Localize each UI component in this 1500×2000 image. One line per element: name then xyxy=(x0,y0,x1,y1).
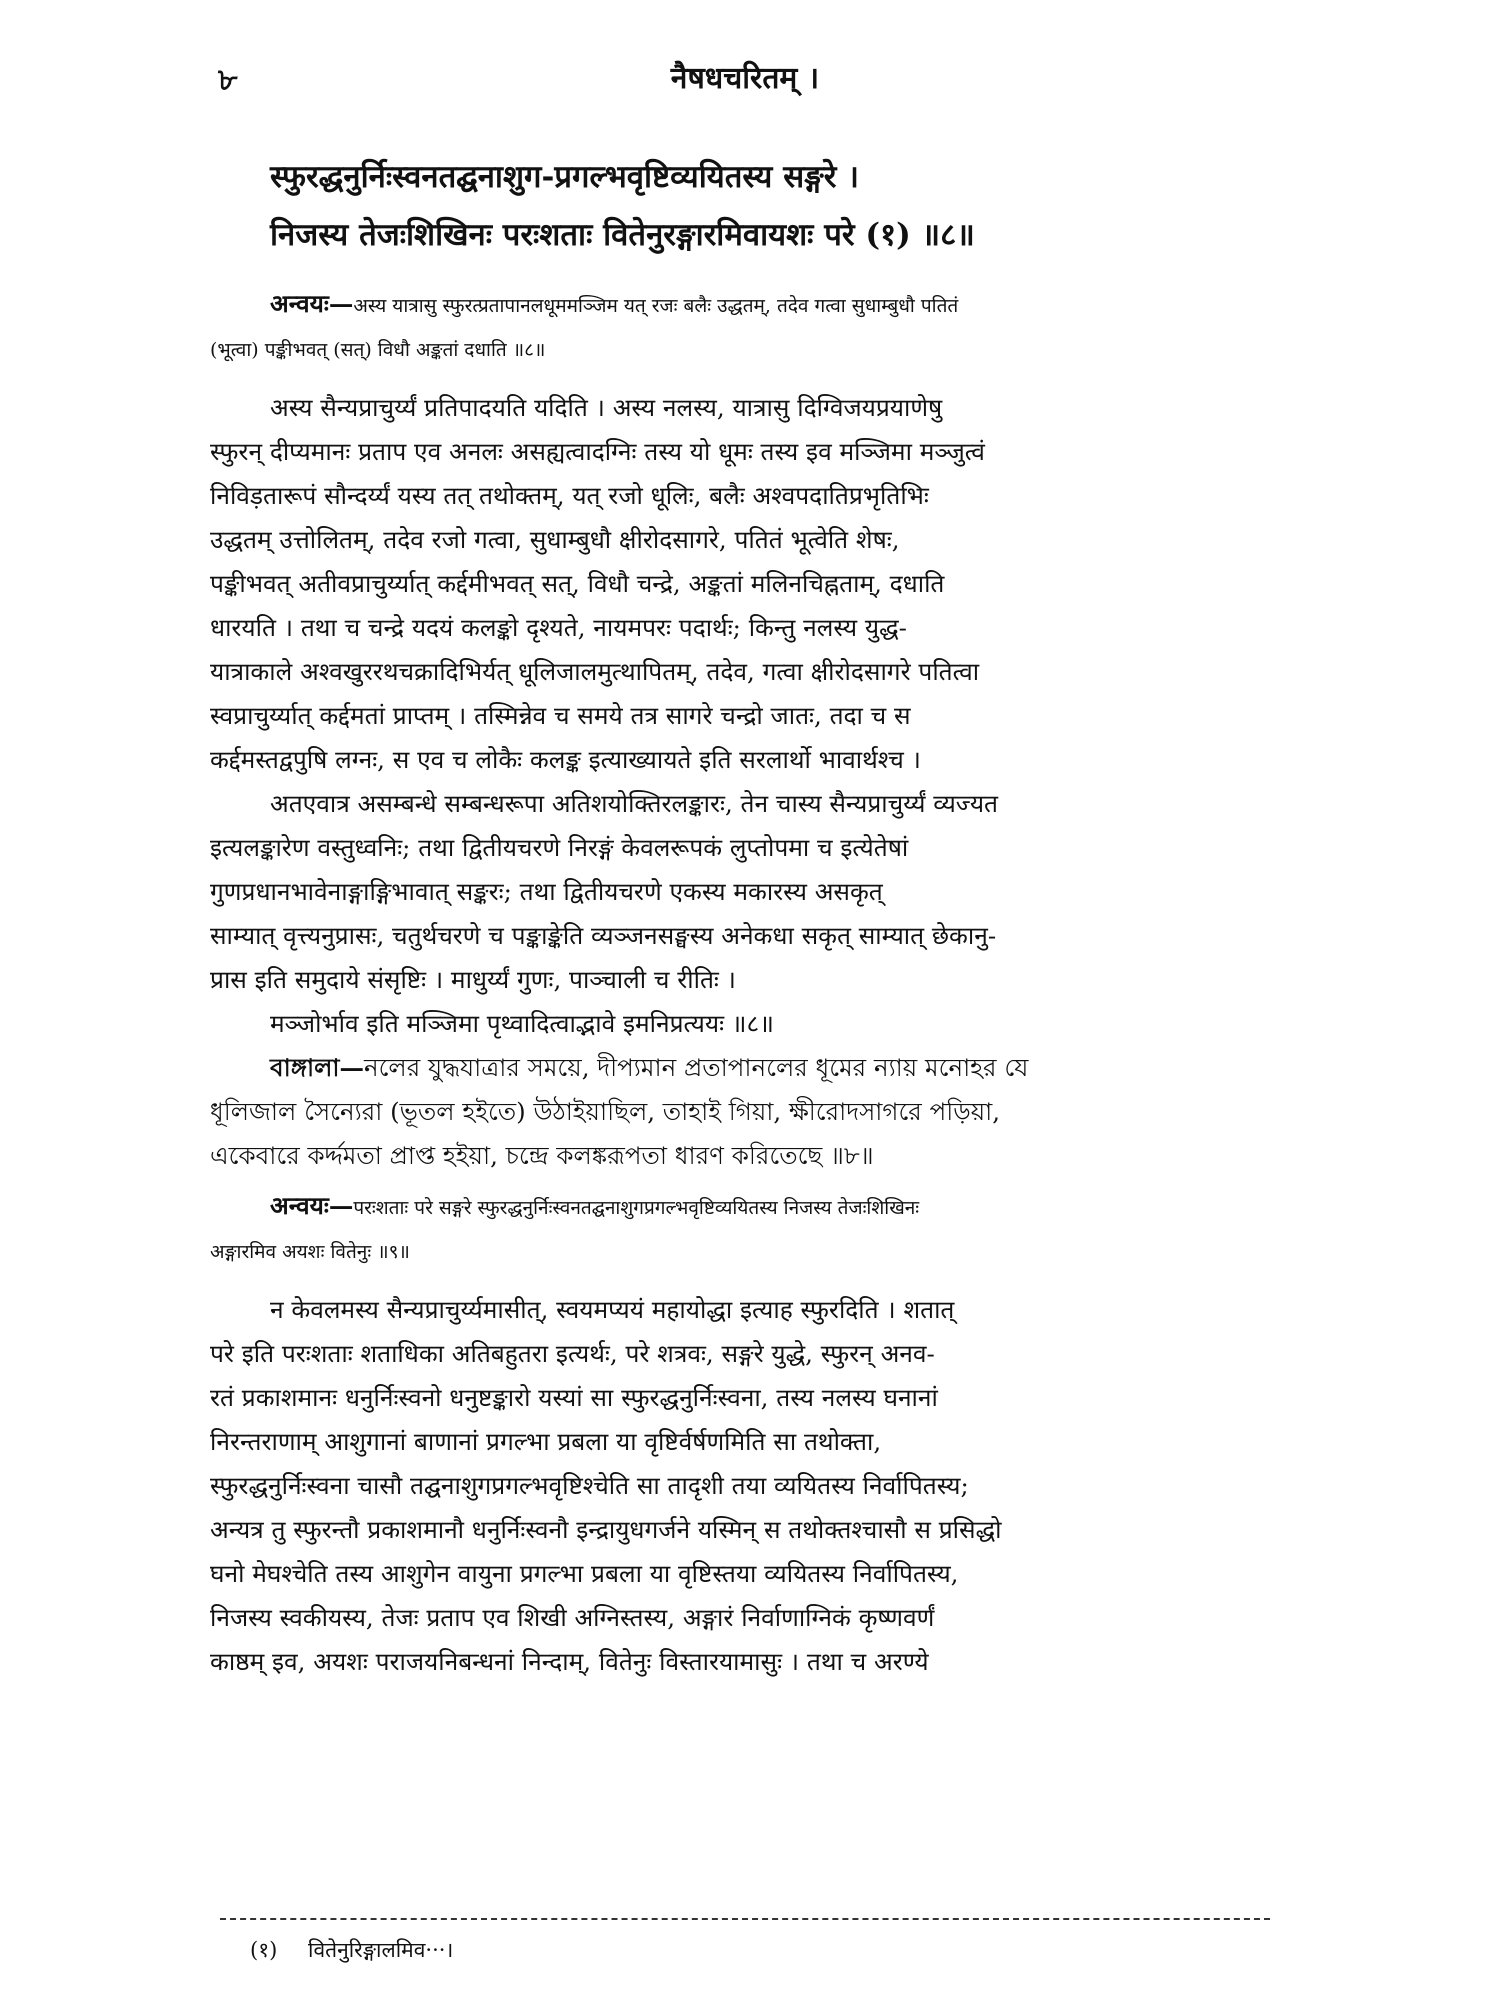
commentary-line: उद्धतम् उत्तोलितम्, तदेव रजो गत्वा, सुधाम्बुधौ क्षीरोदसागरे, पतितं भूत्वेति शेषः, xyxy=(210,525,900,554)
footnote-divider xyxy=(220,1918,1270,1920)
grammar-note xyxy=(210,1002,1280,1046)
commentary-line: निविड़तारूपं सौन्दर्य्यं यस्य तत् तथोक्तम्, यत् रजो धूलिः, बलैः अश्वपदातिप्रभृतिभिः xyxy=(210,481,929,510)
anvaya-label: अन्वयः— xyxy=(270,289,354,318)
page-number: ৮ xyxy=(218,63,238,98)
commentary-line: रतं प्रकाशमानः धनुर्निःस्वनो धनुष्टङ्कारो यस्यां सा स्फुरद्धनुर्निःस्वना, तस्य नलस्य घनानां xyxy=(210,1383,938,1412)
commentary-line: स्फुरद्धनुर्निःस्वना चासौ तद्घनाशुगप्रगल्भवृष्टिश्चेति सा तादृशी तया व्ययितस्य निर्वापितस्य; xyxy=(210,1471,969,1500)
anvaya-line xyxy=(210,1184,1280,1230)
commentary-line: पङ्कीभवत् अतीवप्राचुर्य्यात् कर्द्दमीभवत् सत्, विधौ चन्द्रे, अङ्कतां मलिनचिह्नताम्, दधाति xyxy=(210,569,945,598)
commentary-block-1 xyxy=(210,386,1280,782)
commentary-line: अस्य सैन्यप्राचुर्य्यं प्रतिपादयति यदिति । अस्य नलस्य, यात्रासु दिग्विजयप्रयाणेषु xyxy=(270,393,943,422)
anvaya-label: अन्वयः— xyxy=(270,1191,354,1220)
commentary-line: यात्राकाले अश्वखुररथचक्रादिभिर्यत् धूलिजालमुत्थापितम्, तदेव, गत्वा क्षीरोदसागरे पतित्वा xyxy=(210,657,980,686)
anvaya-text: अस्य यात्रासु स्फुरत्प्रतापानलधूममञ्जिम यत् रजः बलैः उद्धतम्, तदेव गत्वा सुधाम्बुधौ पतितं xyxy=(353,295,959,317)
commentary-line: न केवलमस्य सैन्यप्राचुर्य्यमासीत्, स्वयमप्ययं महायोद्धा इत्याह स्फुरदिति । शतात् xyxy=(270,1295,955,1324)
commentary-line: निजस्य स्वकीयस्य, तेजः प्रताप एव शिखी अग्निस्तस्य, अङ्गारं निर्वाणाग्निकं कृष्णवर्णं xyxy=(210,1603,935,1632)
commentary-line: स्फुरन् दीप्यमानः प्रताप एव अनलः असह्यत्वादग्निः तस्य यो धूमः तस्य इव मञ्जिमा मञ्जुत्वं xyxy=(210,437,985,466)
commentary-line: निरन्तराणाम् आशुगानां बाणानां प्रगल्भा प्रबला या वृष्टिर्वर्षणमिति सा तथोक्ता, xyxy=(210,1427,882,1456)
alankara-block xyxy=(210,782,1280,1002)
footnote-text: वितेनुरिङ्गालमिव···। xyxy=(308,1938,454,1962)
bangla-label: বাঙ্গালা— xyxy=(270,1053,364,1082)
alankara-line: गुणप्रधानभावेनाङ्गाङ्गिभावात् सङ्करः; तथा द्वितीयचरणे एकस्य मकारस्य असकृत् xyxy=(210,877,883,906)
anvaya-block-1 xyxy=(210,282,1280,372)
commentary-line: परे इति परःशताः शताधिका अतिबहुतरा इत्यर्थः, परे शत्रवः, सङ्गरे युद्धे, स्फुरन् अनव- xyxy=(210,1339,935,1368)
commentary-line: काष्ठम् इव, अयशः पराजयनिबन्धनां निन्दाम्, वितेनुः विस्तारयामासुः । तथा च अरण्ये xyxy=(210,1647,929,1676)
verse-block xyxy=(210,148,1280,264)
bangla-line: একেবারে কর্দ্দমতা প্রাপ্ত হইয়া, চন্দ্রে কলঙ্করূপতা ধারণ করিতেছে ॥৮॥ xyxy=(210,1141,874,1170)
commentary-line: अन्यत्र तु स्फुरन्तौ प्रकाशमानौ धनुर्निःस्वनौ इन्द्रायुधगर्जने यस्मिन् स तथोक्तश्चासौ स प्रसिद्धो xyxy=(210,1515,1002,1544)
alankara-line: साम्यात् वृत्त्यनुप्रासः, चतुर्थचरणे च पङ्काङ्केति व्यञ्जनसङ्घस्य अनेकधा सकृत् साम्यात् छेकानु- xyxy=(210,921,997,950)
commentary-line: घनो मेघश्चेति तस्य आशुगेन वायुना प्रगल्भा प्रबला या वृष्टिस्तया व्ययितस्य निर्वापितस्य, xyxy=(210,1559,959,1588)
anvaya-line: अङ्गारमिव अयशः वितेनुः ॥९॥ xyxy=(210,1241,410,1263)
commentary-line: कर्द्दमस्तद्वपुषि लग्नः, स एव च लोकैः कलङ्क इत्याख्यायते इति सरलार्थो भावार्थश्च । xyxy=(210,745,921,774)
anvaya-text: परःशताः परे सङ्गरे स्फुरद्धनुर्निःस्वनतद्घनाशुगप्रगल्भवृष्टिव्ययितस्य निजस्य तेजःशिखिनः xyxy=(353,1197,920,1219)
anvaya-block-2 xyxy=(210,1184,1280,1274)
anvaya-line xyxy=(210,282,1280,328)
verse-line-1: स्फुरद्धनुर्निःस्वनतद्घनाशुग-प्रगल्भवृष्टिव्ययितस्य सङ्गरे । xyxy=(270,159,860,195)
grammar-line: मञ्जोर्भाव इति मञ्जिमा पृथ्वादित्वाद्भावे इमनिप्रत्ययः ॥८॥ xyxy=(270,1009,774,1038)
commentary-block-2 xyxy=(210,1288,1280,1684)
commentary-line: धारयति । तथा च चन्द्रे यदयं कलङ्को दृश्यते, नायमपरः पदार्थः; किन्तु नलस्य युद्ध- xyxy=(210,613,907,642)
alankara-line: इत्यलङ्कारेण वस्तुध्वनिः; तथा द्वितीयचरणे निरङ्गं केवलरूपकं लुप्तोपमा च इत्येतेषां xyxy=(210,833,909,862)
page-header xyxy=(210,50,1280,110)
bangla-translation xyxy=(210,1046,1280,1178)
running-title: नैषधचरितम् । xyxy=(670,61,820,96)
anvaya-line: (भूत्वा) पङ्कीभवत् (सत्) विधौ अङ्कतां दधाति ॥८॥ xyxy=(210,339,546,361)
bangla-line: ধূলিজাল সৈন্যেরা (ভূতল হইতে) উঠাইয়াছিল, তাহাই গিয়া, ক্ষীরোদসাগরে পড়িয়া, xyxy=(210,1097,1001,1126)
alankara-line: अतएवात्र असम्बन्धे सम्बन्धरूपा अतिशयोक्तिरलङ्कारः, तेन चास्य सैन्यप्राचुर्य्यं व्यज्यत xyxy=(270,789,998,818)
bangla-text: নলের যুদ্ধযাত্রার সময়ে, দীপ্যমান প্রতাপানলের ধূমের ন্যায় মনোহর যে xyxy=(363,1053,1029,1082)
footnote xyxy=(250,1936,453,1964)
footnote-marker: (१) xyxy=(250,1938,278,1962)
document-page xyxy=(210,50,1280,1970)
alankara-line: प्रास इति समुदाये संसृष्टिः । माधुर्य्यं गुणः, पाञ्चाली च रीतिः । xyxy=(210,965,736,994)
bangla-line xyxy=(210,1046,1280,1090)
commentary-line: स्वप्राचुर्य्यात् कर्द्दमतां प्राप्तम् । तस्मिन्नेव च समये तत्र सागरे चन्द्रो जातः, तदा च स xyxy=(210,701,911,730)
verse-line-2: निजस्य तेजःशिखिनः परःशताः वितेनुरङ्गारमिवायशः परे (१) ॥८॥ xyxy=(270,217,975,253)
